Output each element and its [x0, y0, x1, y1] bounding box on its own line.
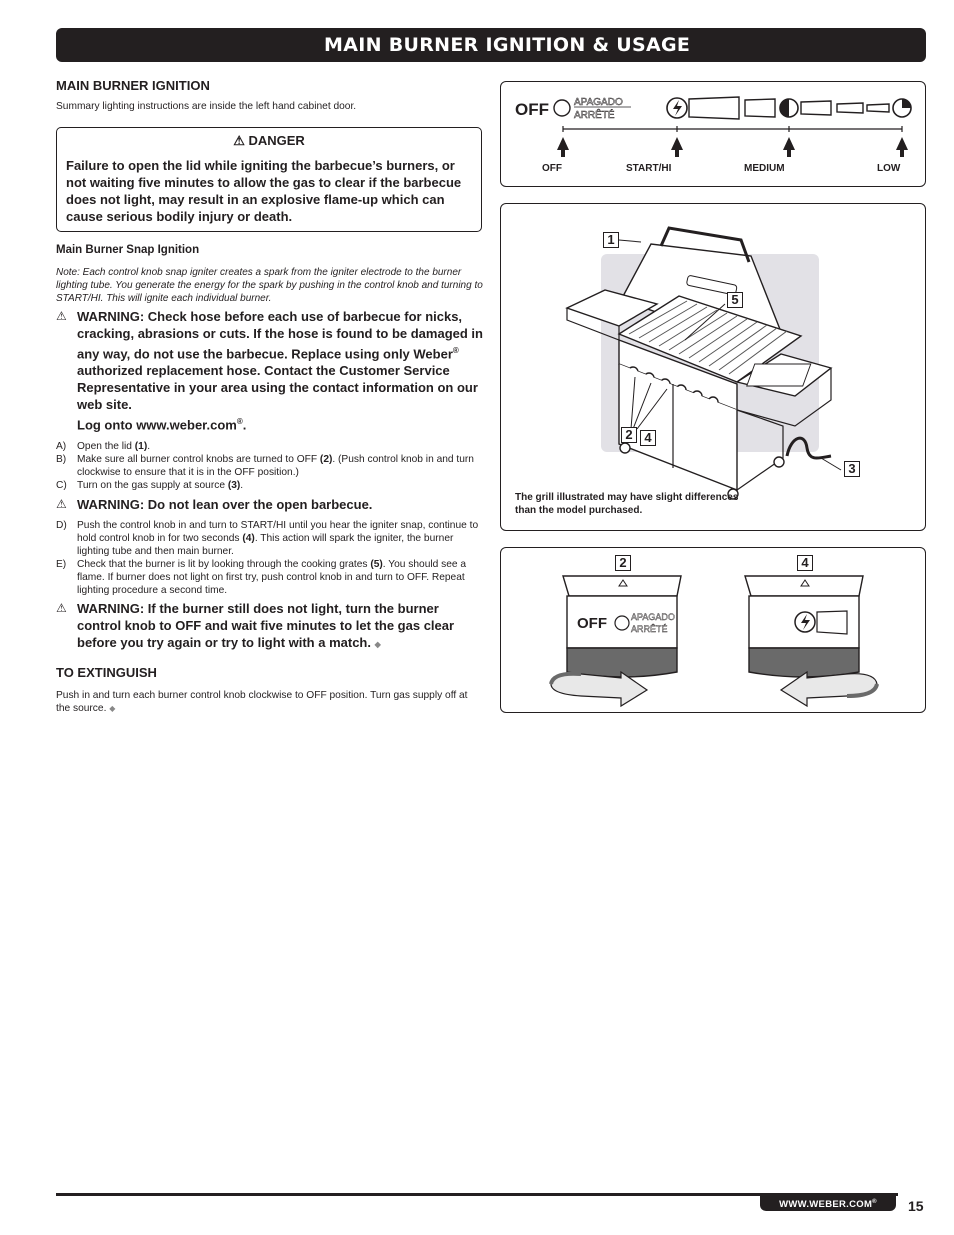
knob-alt1: APAGADO — [631, 612, 675, 622]
weber-url-line: Log onto www.weber.com — [77, 417, 237, 433]
warning-lean — [56, 496, 484, 513]
step-ref: (4) — [242, 532, 255, 544]
danger-box — [56, 127, 482, 232]
grill-illustration — [501, 204, 925, 530]
step-text — [77, 440, 150, 453]
callout-3: 3 — [844, 461, 860, 477]
step-letter: C) — [56, 479, 67, 491]
step-text-pre: Make sure all burner control knobs are turned to OFF — [77, 453, 320, 465]
warning-retry-text — [77, 600, 484, 653]
list-item — [56, 558, 484, 597]
scale-label-start-hi: START/HI — [626, 163, 672, 174]
knob-scale-panel — [500, 81, 926, 187]
callout-1: 1 — [603, 232, 619, 248]
warning-triangle-icon: ⚠ — [56, 600, 67, 615]
callout-5: 5 — [727, 292, 743, 308]
scale-label-medium: MEDIUM — [744, 163, 785, 174]
extinguish-heading: TO EXTINGUISH — [56, 664, 157, 680]
step-ref: (1) — [134, 440, 148, 452]
step-text-pre: Turn on the gas supply at source — [77, 479, 228, 491]
knob-scale-diagram — [501, 82, 925, 186]
step-text-post: . — [240, 479, 244, 491]
warning-hose-part1: WARNING: Check hose before each use of barbecue for nicks, cracking, abrasions or cuts. If the hose is found to be damaged in any way, do not use the barbecue. Replace using only Weber — [77, 309, 483, 362]
medium-half-fill — [780, 99, 789, 117]
caster-wheel-icon — [774, 457, 784, 467]
flame-bar-smallest — [867, 104, 889, 112]
page-title: MAIN BURNER IGNITION & USAGE — [56, 28, 926, 62]
step-ref: (5) — [370, 558, 383, 570]
off-circle-icon — [554, 100, 570, 116]
flame-bar-large — [689, 97, 739, 119]
step-text-post: . (Push control knob in and turn clockwise to ensure that it is in the OFF position.) — [77, 453, 474, 478]
lightning-icon — [673, 100, 682, 116]
step-letter: A) — [56, 440, 67, 452]
step-letter: E) — [56, 558, 67, 570]
step-text — [77, 453, 484, 479]
danger-body: Failure to open the lid while igniting the barbecue’s burners, or not waiting five minutes to allow the gas to clear if the barbecue does not light, may result in an explosive flame-up which can cause serious bodily injury or death. — [66, 158, 462, 224]
scale-label-low: LOW — [877, 163, 901, 174]
grill-figure-panel — [500, 203, 926, 531]
warning-hose — [56, 308, 484, 434]
snap-ignition-note: Note: Each control knob snap igniter creates a spark from the igniter electrode to the burner lighting tube. You generate the energy for the spark by pushing in the control knob and turning to START/HI. This will ignite each individual burner. — [56, 267, 483, 304]
step-letter: D) — [56, 519, 67, 531]
callout-2: 2 — [615, 555, 631, 571]
warning-retry — [56, 600, 484, 653]
step-text-post: . You should see a flame. If burner does not light on first try, push control knob in and turn to OFF. Repeat lighting procedure a second time. — [77, 558, 467, 596]
page-number: 15 — [908, 1198, 924, 1214]
scale-off-text: OFF — [515, 100, 549, 119]
arrow-up-icon — [896, 137, 908, 157]
step-text-post: . — [147, 440, 151, 452]
list-item — [56, 440, 484, 453]
snap-ignition-heading: Main Burner Snap Ignition — [56, 244, 200, 256]
list-item — [56, 519, 484, 558]
list-item — [56, 453, 484, 479]
warning-hose-part2: authorized replacement hose. Contact the Customer Service Representative in your area using the contact information on our web site. — [77, 363, 478, 413]
flame-bar-smaller — [837, 103, 863, 113]
step-ref: (2) — [319, 453, 333, 465]
low-quarter-fill — [902, 99, 911, 108]
flame-bar-medium — [745, 99, 775, 117]
danger-title — [66, 133, 472, 149]
scale-arrows — [557, 137, 908, 157]
warning-retry-body: WARNING: If the burner still does not light, turn the burner control knob to OFF and wait five minutes to let the gas clear before you try again or try to light with a match. — [77, 600, 455, 650]
knob-alt2: ARRÊTÉ — [631, 624, 668, 634]
arrow-up-icon — [557, 137, 569, 157]
knob-start-illustration — [745, 576, 877, 706]
instructions-column — [56, 78, 484, 715]
extinguish-text — [56, 689, 484, 715]
flame-bar-small — [801, 101, 831, 115]
steps-list-b — [56, 519, 484, 597]
end-diamond-icon: ◆ — [374, 639, 381, 649]
warning-triangle-icon: ⚠ — [56, 309, 67, 323]
knob-turn-panel — [500, 547, 926, 713]
steps-list-a — [56, 440, 484, 492]
step-text-pre: Push the control knob in and turn to START/HI until you hear the igniter snap, continue to hold control knob in for two seconds — [77, 519, 479, 544]
step-letter: B) — [56, 453, 67, 465]
warning-triangle-icon: ⚠ — [233, 133, 245, 148]
leader-line-3 — [821, 458, 841, 470]
list-item — [56, 479, 484, 492]
registered-mark: ® — [452, 346, 459, 355]
step-text — [77, 558, 484, 597]
warning-lean-text: WARNING: Do not lean over the open barbecue. — [77, 496, 373, 512]
period: . — [242, 417, 247, 433]
step-text-pre: Open the lid — [77, 440, 135, 452]
summary-text: Summary lighting instructions are inside the left hand cabinet door. — [56, 101, 357, 112]
callout-4: 4 — [797, 555, 813, 571]
section-heading-ignition: MAIN BURNER IGNITION — [56, 78, 210, 93]
end-diamond-icon: ◆ — [109, 703, 116, 713]
leader-line-1 — [619, 240, 641, 242]
extinguish-body: Push in and turn each burner control knob clockwise to OFF position. Turn gas supply off at the source. — [56, 689, 468, 714]
callout-4: 4 — [640, 430, 656, 446]
scale-alt2: ARRÊTÉ — [574, 110, 615, 121]
knob-off-illustration — [551, 576, 681, 706]
scale-label-off: OFF — [542, 163, 562, 174]
callout-2: 2 — [621, 427, 637, 443]
caster-wheel-icon — [620, 443, 630, 453]
grill-caption: The grill illustrated may have slight differences than the model purchased. — [515, 492, 739, 516]
step-text-post: . This action will spark the igniter, the burner lighting tube and then main burner. — [77, 532, 454, 557]
warning-triangle-icon: ⚠ — [56, 496, 67, 511]
danger-label: DANGER — [248, 133, 305, 148]
registered-mark: ® — [236, 417, 243, 427]
side-burner-lid — [747, 364, 811, 386]
arrow-up-icon — [671, 137, 683, 157]
step-text — [77, 479, 243, 492]
knob-turn-diagram — [501, 548, 925, 712]
step-text-pre: Check that the burner is lit by looking through the cooking grates — [77, 558, 371, 570]
footer-url[interactable] — [760, 1193, 896, 1211]
footer-url-text: WWW.WEBER.COM — [779, 1199, 873, 1211]
knob-off-text: OFF — [577, 615, 607, 632]
warning-hose-text — [77, 308, 484, 434]
registered-mark: ® — [872, 1199, 877, 1205]
step-ref: (3) — [227, 479, 241, 491]
scale-alt1: APAGADO — [574, 97, 623, 108]
step-text — [77, 519, 484, 558]
arrow-up-icon — [783, 137, 795, 157]
